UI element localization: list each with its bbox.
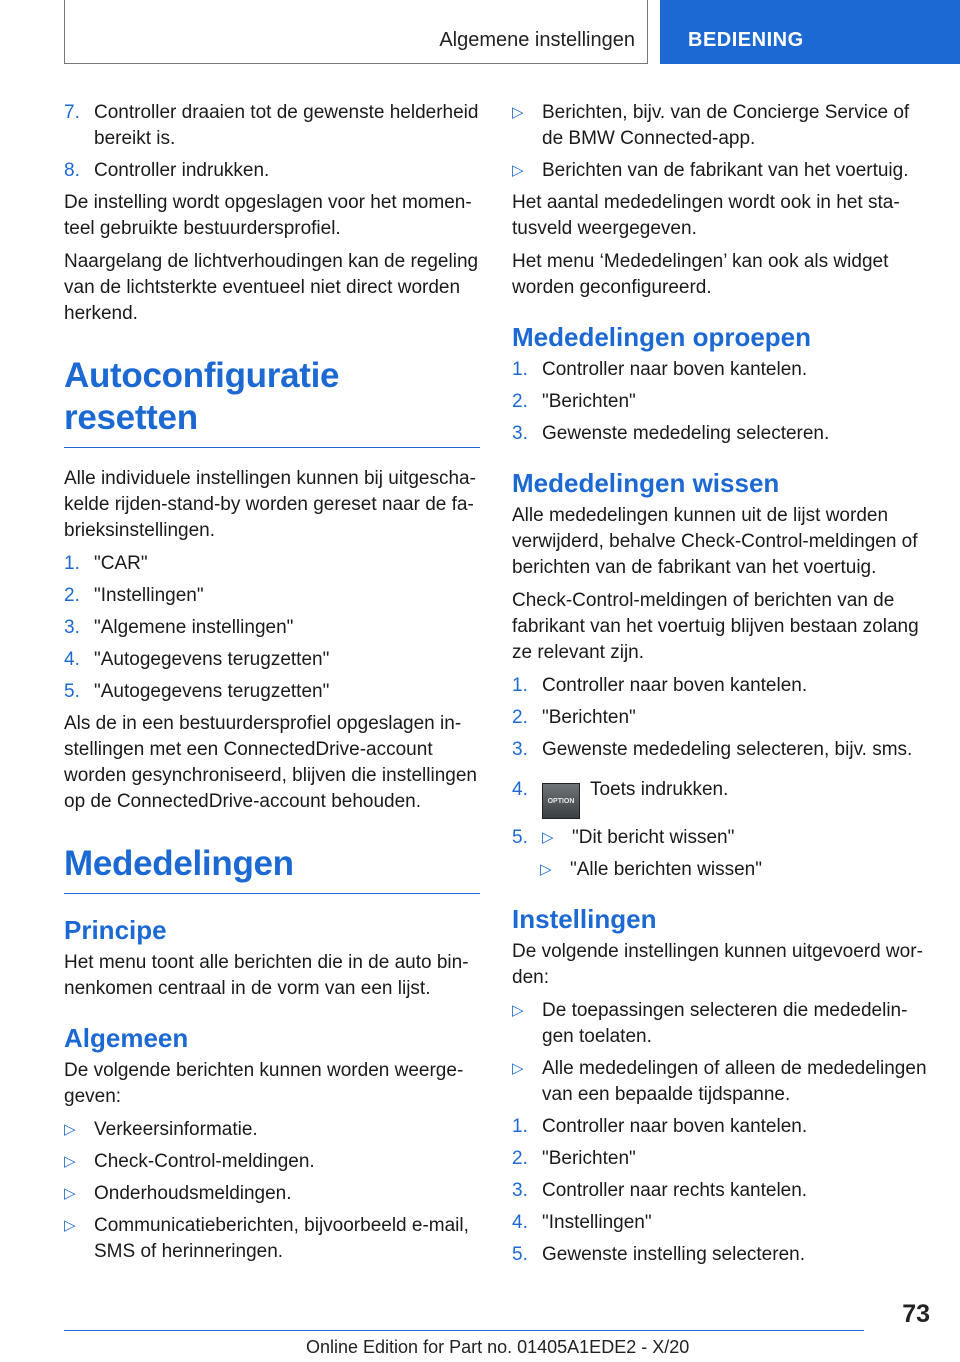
list-item: 1. Controller naar boven kantelen. [512,675,808,696]
triangle-bullet-icon: ▷ [64,1121,76,1138]
bullet-item: ▷ Verkeersinformatie. [64,1117,480,1143]
list-item: 3. "Algemene instellingen" [64,617,294,638]
list-item: 2. "Berichten" [512,1148,636,1169]
header-chapter-tab [660,0,960,64]
footer-divider [64,1330,864,1331]
paragraph: Het menu toont alle berichten die in de auto binnenkomen centraal in de vorm van een lijst. [64,952,469,999]
triangle-bullet-icon: ▷ [64,1153,76,1170]
paragraph: Als de in een bestuurdersprofiel opgeslagen instellingen met een ConnectedDrive-account worden gesynchroniseerd, blijven die instellingen op de ConnectedDrive-account behouden. [64,713,477,812]
page-number: 73 [902,1300,930,1328]
list-item: 7. Controller draaien tot de gewenste helderheid bereikt is. [64,102,479,149]
triangle-bullet-icon: ▷ [512,162,524,179]
bullet-item: ▷ Alle mededelingen of alleen de mededelingen van een bepaalde tijdspanne. [512,1058,927,1105]
list-item: 5. Gewenste instelling selecteren. [512,1244,805,1265]
list-item: 4. OPTIONToets indrukken. [512,777,928,819]
list-item: 5. ▷ "Dit bericht wissen" [512,825,928,851]
list-item: 2. "Berichten" [512,391,636,412]
paragraph: De volgende instellingen kunnen uitgevoerd worden: [512,941,923,988]
list-item: 8. Controller indrukken. [64,160,270,181]
left-column [64,100,480,1271]
triangle-bullet-icon: ▷ [540,861,552,878]
paragraph: Alle mededelingen kunnen uit de lijst worden verwijderd, behalve Check-Control-meldingen of berichten van de fabrikant van het voertuig. [512,505,918,578]
paragraph: Alle individuele instellingen kunnen bij uitgeschakelde rijden-stand-by worden gereset naar de fabrieksinstellingen. [64,468,476,541]
triangle-bullet-icon: ▷ [64,1185,76,1202]
list-item: 5. "Autogegevens terugzetten" [64,681,330,702]
bullet-item: ▷ Berichten, bijv. van de Concierge Service of de BMW Connected-app. [512,102,910,149]
option-key-icon: OPTION [542,783,580,819]
paragraph: De instelling wordt opgeslagen voor het momenteel gebruikte bestuurdersprofiel. [64,192,472,239]
right-column [512,100,928,1274]
bullet-item: ▷ De toepassingen selecteren die mededelingen toelaten. [512,1000,908,1047]
paragraph: Het aantal mededelingen wordt ook in het statusveld weergegeven. [512,192,900,239]
heading-autoconfiguratie-resetten: Autoconfiguratie resetten [64,355,480,448]
bullet-item: ▷ Check-Control-meldingen. [64,1149,480,1175]
list-item: 1. Controller naar boven kantelen. [512,1116,808,1137]
list-item: 3. Controller naar rechts kantelen. [512,1180,808,1201]
header-section-title: Algemene instellingen [439,29,635,51]
paragraph: Het menu ‘Mededelingen’ kan ook als widget worden geconfigureerd. [512,251,889,298]
bullet-item: ▷ Onderhoudsmeldingen. [64,1181,480,1207]
triangle-bullet-icon: ▷ [512,104,524,121]
bullet-item: ▷ Berichten van de fabrikant van het voertuig. [512,158,928,184]
header-section-box [64,0,648,64]
heading-algemeen: Algemeen [64,1023,189,1053]
list-item: 1. "CAR" [64,553,148,574]
paragraph: Check-Control-meldingen of berichten van de fabrikant van het voertuig blijven bestaan zolang ze relevant zijn. [512,590,919,663]
paragraph: De volgende berichten kunnen worden weergegeven: [64,1060,464,1107]
header-chapter-title: BEDIENING [688,29,804,51]
footer-edition: Online Edition for Part no. 01405A1EDE2 - X/20 [306,1337,690,1357]
list-item: 2. "Instellingen" [64,585,204,606]
paragraph: Naargelang de lichtverhoudingen kan de regeling van de lichtsterkte eventueel niet direct worden herkend. [64,251,479,324]
heading-mededelingen-wissen: Mededelingen wissen [512,468,780,498]
triangle-bullet-icon: ▷ [512,1060,524,1077]
bullet-item: ▷ "Dit bericht wissen" [542,825,928,851]
triangle-bullet-icon: ▷ [542,829,554,846]
heading-instellingen: Instellingen [512,904,657,934]
heading-mededelingen: Mededelingen [64,843,480,894]
heading-mededelingen-oproepen: Mededelingen oproepen [512,322,812,352]
list-item: 4. "Instellingen" [512,1212,652,1233]
list-item: 1. Controller naar boven kantelen. [512,359,808,380]
triangle-bullet-icon: ▷ [64,1217,76,1234]
heading-principe: Principe [64,915,167,945]
list-item: 3. Gewenste mededeling selecteren, bijv. sms. [512,739,913,760]
list-item: 3. Gewenste mededeling selecteren. [512,423,830,444]
list-item: 2. "Berichten" [512,707,636,728]
list-item: 4. "Autogegevens terugzetten" [64,649,330,670]
triangle-bullet-icon: ▷ [512,1002,524,1019]
bullet-item: ▷ Communicatieberichten, bijvoorbeeld e-mail, SMS of herinneringen. [64,1215,469,1262]
bullet-item: ▷ "Alle berichten wissen" [540,857,928,883]
